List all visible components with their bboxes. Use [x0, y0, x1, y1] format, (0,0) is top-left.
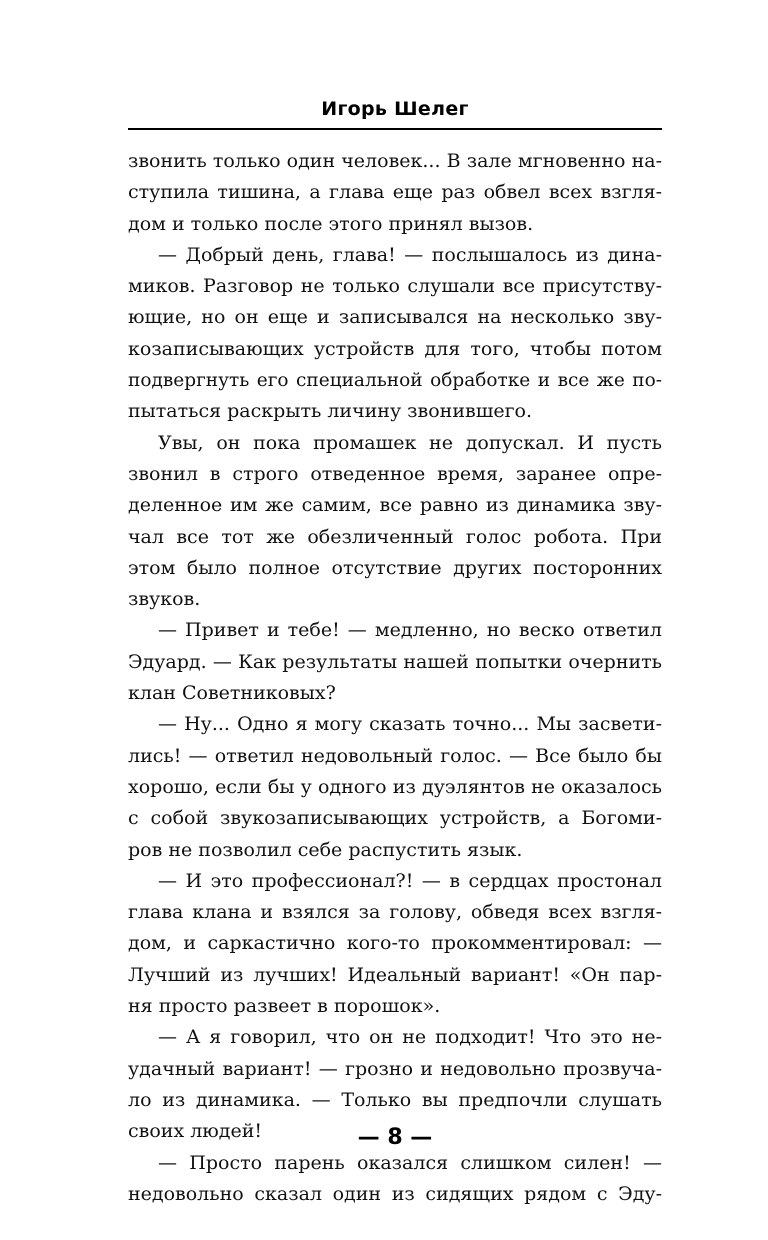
header-rule	[128, 128, 662, 130]
text-line: звонить только один человек... В зале мгновенно на-	[128, 150, 662, 172]
text-line: подвергнуть его специальной обработке и все же по-	[128, 370, 662, 392]
text-line: Эдуард. — Как результаты нашей попытки очернить	[128, 650, 662, 673]
text-line: дом и только после этого принял вызов.	[128, 212, 534, 235]
text-line: деленное им же самим, все равно из динамика зву-	[128, 494, 662, 517]
text-line: ступила тишина, а глава еще раз обвел всех взгля-	[128, 181, 662, 204]
text-line: — Ну... Одно я могу сказать точно... Мы засвети-	[158, 713, 662, 736]
text-line: дом, и саркастично кого-то прокомментировал: —	[128, 932, 662, 955]
text-line: ющие, но он еще и записывался на несколько зву-	[128, 306, 662, 329]
text-line: лись! — ответил недовольный голос. — Все было бы	[128, 744, 662, 767]
text-line: своих людей!	[128, 1120, 263, 1143]
text-line: — Привет и тебе! — медленно, но веско ответил	[158, 619, 662, 642]
text-line: пытаться раскрыть личину звонившего.	[128, 400, 533, 423]
text-line: — Добрый день, глава! — послышалось из дина-	[158, 243, 662, 266]
text-line: козаписывающих устройств для того, чтобы потом	[128, 337, 662, 360]
text-line: удачный вариант! — грозно и недовольно прозвуча-	[128, 1057, 662, 1080]
text-line: миков. Разговор не только слушали все присутству-	[128, 275, 662, 298]
text-line: с собой звукозаписывающих устройств, а Богоми-	[128, 807, 662, 830]
text-line: недовольно сказал один из сидящих рядом с Эду-	[128, 1182, 662, 1205]
text-line: глава клана и взялся за голову, обведя всех взгля-	[128, 901, 662, 924]
text-line: Лучший из лучших! Идеальный вариант! «Он пар-	[128, 963, 662, 986]
text-line: хорошо, если бы у одного из дуэлянтов не оказалось	[128, 775, 662, 798]
text-line: ло из динамика. — Только вы предпочли слушать	[128, 1088, 662, 1111]
text-line: — И это профессионал?! — в сердцах простонал	[158, 869, 662, 892]
text-line: звуков.	[128, 588, 201, 611]
text-line: — Просто парень оказался слишком силен! —	[158, 1151, 662, 1174]
text-line: звонил в строго отведенное время, заранее опре-	[128, 462, 662, 485]
running-head-author: Игорь Шелег	[321, 98, 469, 120]
page-number: — 8 —	[357, 1125, 433, 1150]
text-line: этом было полное отсутствие других посторонних	[128, 556, 662, 579]
text-line: чал все тот же обезличенный голос робота. При	[128, 525, 662, 548]
text-line: — А я говорил, что он не подходит! Что это не-	[158, 1026, 662, 1049]
text-line: ров не позволил себе распустить язык.	[128, 838, 523, 861]
text-line: клан Советниковых?	[128, 682, 336, 705]
text-line: Увы, он пока промашек не допускал. И пусть	[158, 431, 662, 454]
body-text	[128, 146, 662, 1210]
text-line: ня просто развеет в порошок».	[128, 995, 441, 1018]
